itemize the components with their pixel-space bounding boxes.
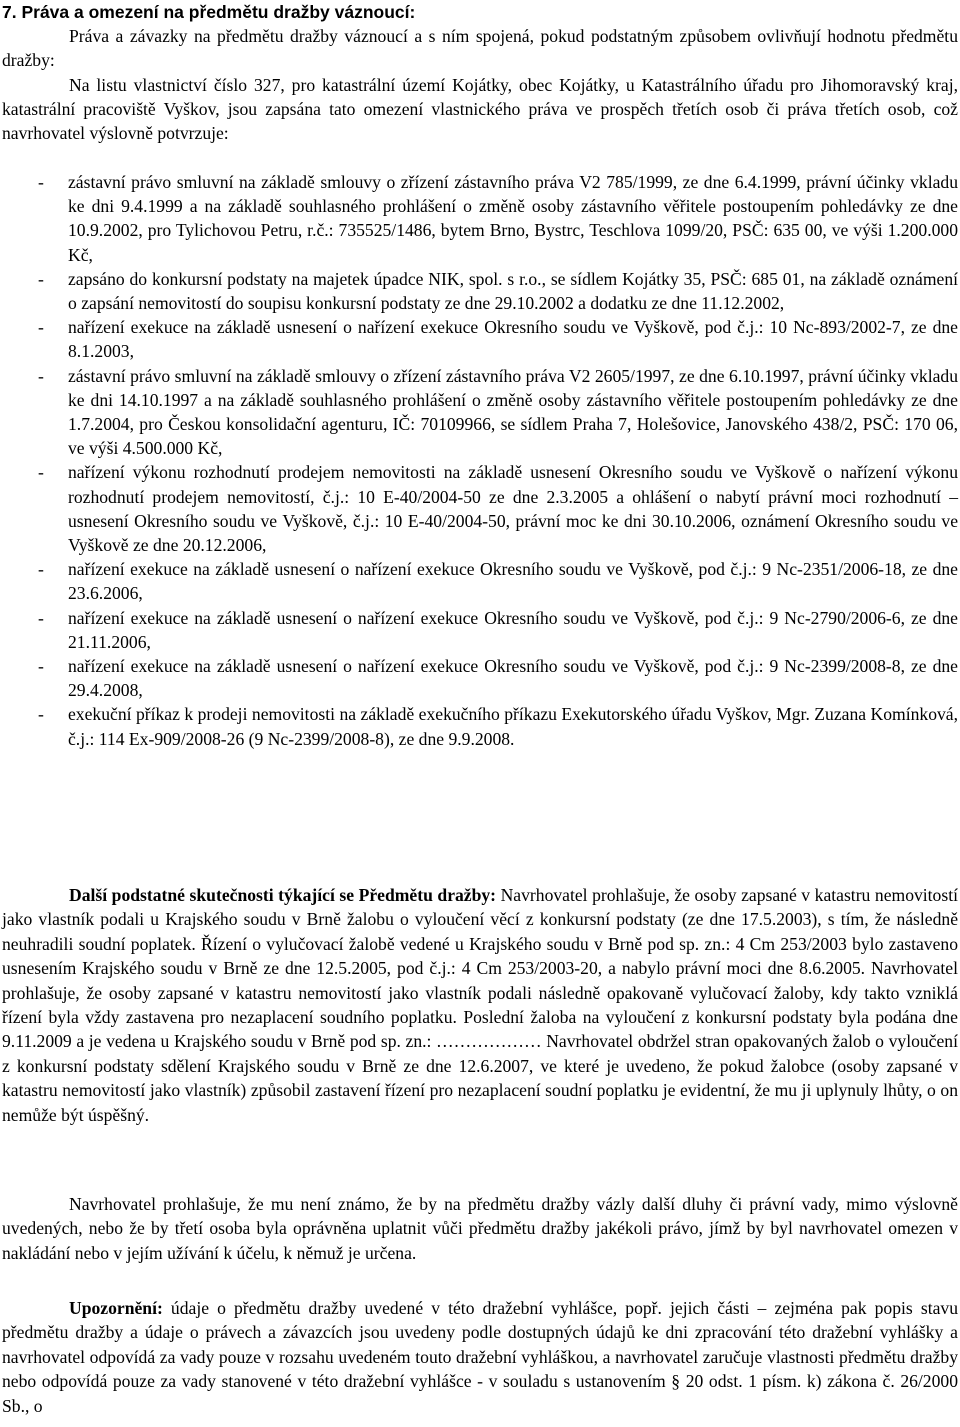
- declaration-paragraph: Navrhovatel prohlašuje, že mu není známo, že by na předmětu dražby vázly další dluhy či právní vady, mimo výslovně uvedených, nebo že by třetí osoba byla oprávněna uplatnit vůči předmětu dražby jakékoli právo, jímž by byl navrhovatel omezen v nakládání nebo v jejím užívání k účelu, k němuž je určena.: [2, 1194, 958, 1263]
- list-bullet: -: [38, 656, 44, 677]
- warning-paragraph: [2, 1296, 958, 1418]
- list-item: - nařízení exekuce na základě usnesení o nařízení exekuce Okresního soudu ve Vyškově, pod č.j.: 10 Nc-893/2002-7, ze dne 8.1.2003,: [38, 317, 958, 362]
- list-item: - nařízení exekuce na základě usnesení o nařízení exekuce Okresního soudu ve Vyškově, pod č.j.: 9 Nc-2790/2006-6, ze dne 21.11.2006,: [38, 607, 958, 652]
- list-bullet: -: [38, 462, 44, 483]
- list-bullet: -: [38, 365, 44, 386]
- list-item: - zástavní právo smluvní na základě smlouvy o zřízení zástavního práva V2 785/1999, ze dne 6.4.1999, právní účinky vkladu ke dni 9.4.1999 a na základě souhlasného prohlášení o změně osoby zástavního věřitele postoupením pohledávky ze dne 10.9.2002, pro Tylichovou Petru, r.č.: 735525/1486, bytem Brno, Bystrc, Teschlova 1099/20, PSČ: 635 00, ve výši 1.200.000 Kč,: [38, 172, 958, 265]
- facts-text: Navrhovatel prohlašuje, že osoby zapsané v katastru nemovitostí jako vlastník podali u Krajského soudu v Brně žalobu o vyloučení věcí z konkursní podstaty (ze dne 17.5.2003), s tím, že následně neuhradili soudní poplatek. Řízení o vylučovací žalobě vedené u Krajského soudu v Brně pod sp. zn.: 4 Cm 253/2003 bylo zastaveno usnesením Krajského soudu v Brně ze dne 12.5.2005, pod č.j.: 4 Cm 253/2003-20, a nabylo právní moci dne 8.6.2005. Navrhovatel prohlašuje, že osoby zapsané v katastru nemovitostí jako vlastník podali následně opakovaně vylučovací žaloby, kdy takto vzniklá řízení byla vždy zastavena pro nezaplacení soudního poplatku. Poslední žaloba na vyloučení z konkursní podstaty byla podána dne 9.11.2009 a je vedena u Krajského soudu v Brně pod sp. zn.: ……………… Navrhovatel obdržel stran opakovaných žalob o vyloučení z konkursní podstaty sdělení Krajského soudu v Brně ze dne 12.6.2007, ve které je uvedeno, že pokud žalobce (osoby zapsané v katastru nemovitostí jako vlastník) způsobil zastavení řízení pro nezaplacení soudní poplatku je evidentní, že mu ji uplynuly lhůty, o on nemůže být úspěšný.: [2, 885, 958, 1125]
- list-bullet: -: [38, 172, 44, 192]
- intro-paragraph: Práva a závazky na předmětu dražby váznoucí a s ním spojená, pokud podstatným způsobem ovlivňují hodnotu předmětu dražby:: [2, 26, 958, 71]
- facts-paragraph: [2, 883, 958, 1127]
- section-heading: 7. Práva a omezení na předmětu dražby váznoucí:: [2, 2, 416, 22]
- warning-heading: Upozornění:: [69, 1298, 163, 1318]
- list-bullet: -: [38, 607, 44, 628]
- list-item: - zapsáno do konkursní podstaty na majetek úpadce NIK, spol. s r.o., se sídlem Kojátky 35, PSČ: 685 01, na základě oznámení o zapsání nemovitostí do soupisu konkursní podstaty ze dne 29.10.2002 a dodatku ze dne 11.12.2002,: [38, 268, 958, 314]
- list-item: - nařízení výkonu rozhodnutí prodejem nemovitosti na základě usnesení Okresního soudu ve Vyškově o nařízení výkonu rozhodnutí prodejem nemovitostí, č.j.: 10 E-40/2004-50 ze dne 2.3.2005 a ohlášení o nabytí právní moci rozhodnutí – usnesení Okresního soudu ve Vyškově, č.j.: 10 E-40/2004-50, právní moc ke dni 30.10.2006, oznámení Okresního soudu ve Vyškově ze dne 20.12.2006,: [38, 462, 958, 556]
- list-bullet: -: [38, 559, 44, 580]
- list-item: - nařízení exekuce na základě usnesení o nařízení exekuce Okresního soudu ve Vyškově, pod č.j.: 9 Nc-2351/2006-18, ze dne 23.6.2006,: [38, 559, 958, 604]
- encumbrance-list: [2, 170, 958, 751]
- warning-text: údaje o předmětu dražby uvedené v této dražební vyhlášce, popř. jejich části – zejména pak popis stavu předmětu dražby a údaje o právech a závazcích jsou uvedeny podle dostupných údajů ke dni zpracování této dražební vyhlášky a navrhovatel odpovídá za vady pouze v rozsahu uvedeném touto dražební vyhláškou, a navrhovatel zaručuje vlastnosti předmětu dražby nebo odpovídá pouze za vady stanovené v této dražební vyhlášce - v souladu s ustanovením § 20 odst. 1 písm. k) zákona č. 26/2000 Sb., o: [2, 1298, 958, 1416]
- list-item: - nařízení exekuce na základě usnesení o nařízení exekuce Okresního soudu ve Vyškově, pod č.j.: 9 Nc-2399/2008-8, ze dne 29.4.2008,: [38, 656, 958, 701]
- list-item: - exekuční příkaz k prodeji nemovitosti na základě exekučního příkazu Exekutorského úřadu Vyškov, Mgr. Zuzana Komínková, č.j.: 114 Ex-909/2008-26 (9 Nc-2399/2008-8), ze dne 9.9.2008.: [38, 704, 958, 749]
- list-item: - zástavní právo smluvní na základě smlouvy o zřízení zástavního práva V2 2605/1997, ze dne 6.10.1997, právní účinky vkladu ke dni 14.10.1997 a na základě souhlasného prohlášení o změně osoby zástavního věřitele postoupením pohledávky ze dne 1.7.2004, pro Českou konsolidační agenturu, IČ: 70109966, se sídlem Praha 7, Holešovice, Janovského 438/2, PSČ: 170 06, ve výši 4.500.000 Kč,: [38, 365, 958, 459]
- list-bullet: -: [38, 317, 44, 338]
- lv-paragraph: Na listu vlastnictví číslo 327, pro katastrální území Kojátky, obec Kojátky, u Katastrálního úřadu pro Jihomoravský kraj, katastrální pracoviště Vyškov, jsou zapsána tato omezení vlastnického práva ve prospěch třetích osob či práva třetích osob, což navrhovatel výslovně potvrzuje:: [2, 75, 958, 144]
- list-bullet: -: [38, 704, 44, 725]
- list-bullet: -: [38, 268, 44, 289]
- facts-heading: Další podstatné skutečnosti týkající se Předmětu dražby:: [69, 885, 497, 905]
